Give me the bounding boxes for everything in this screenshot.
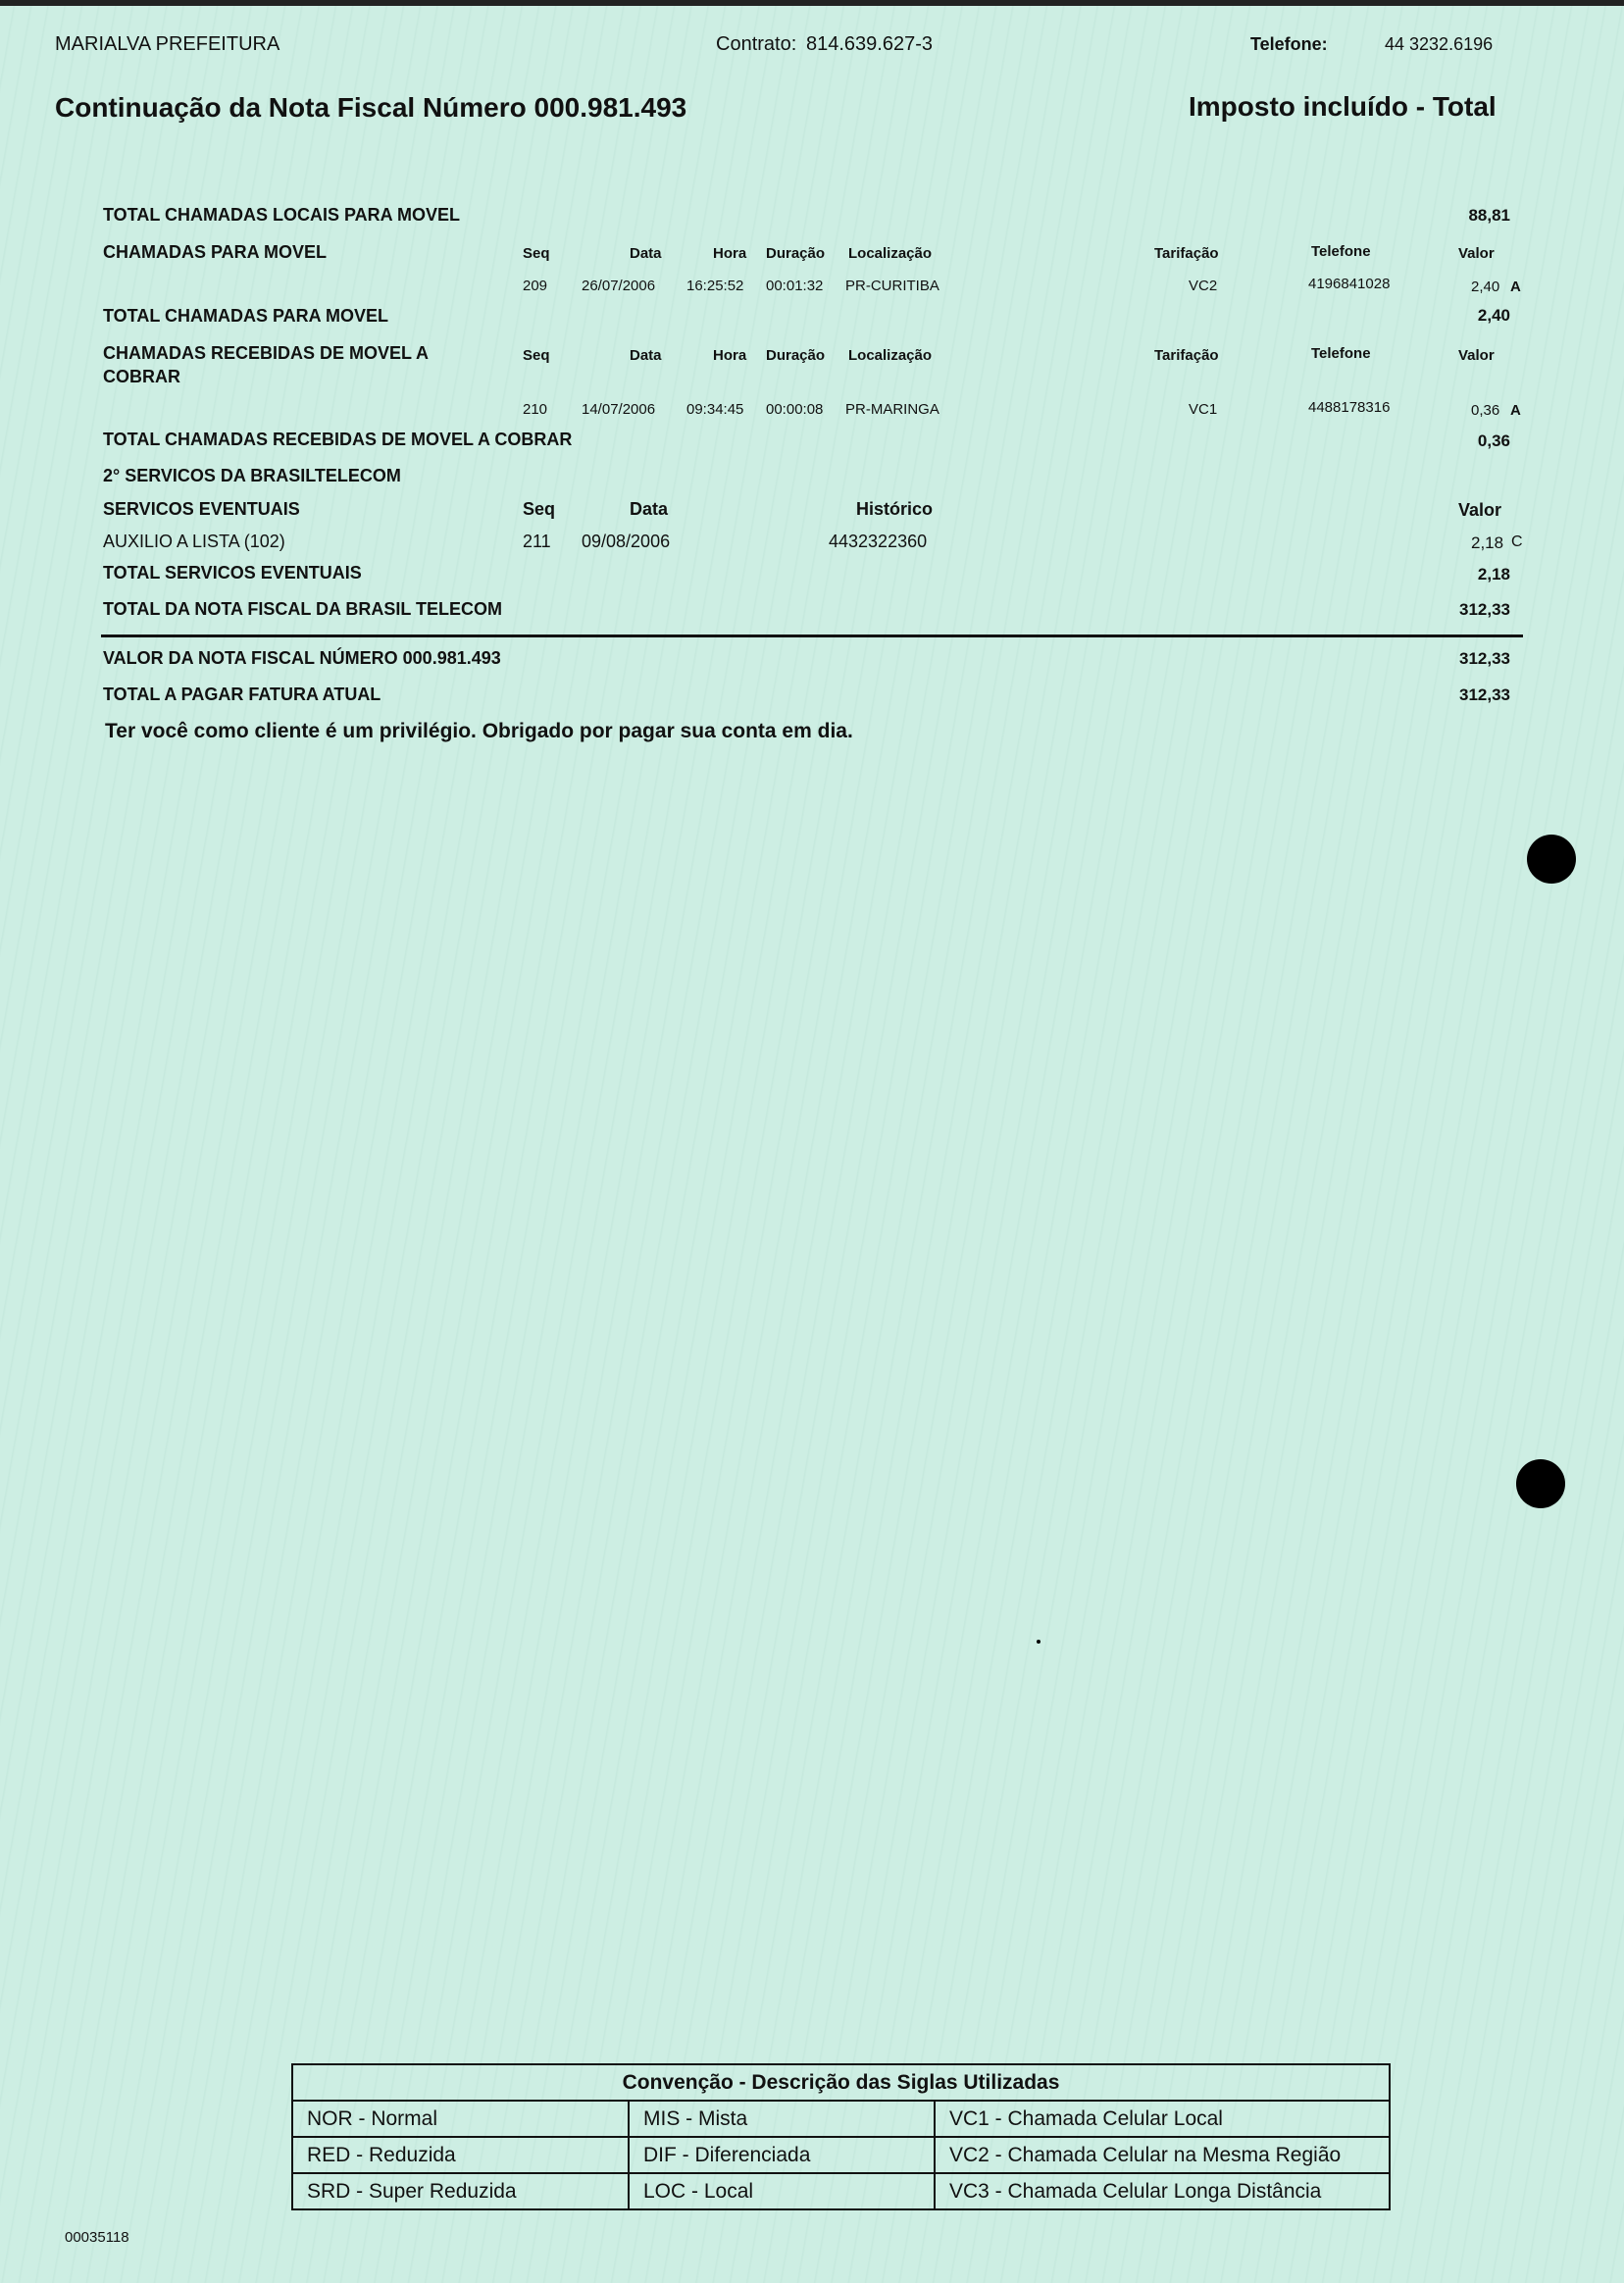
service-flag: C <box>1511 533 1523 550</box>
call-date: 26/07/2006 <box>582 278 656 294</box>
col-seq: Seq <box>523 245 550 262</box>
col-telefone: Telefone <box>1311 345 1371 362</box>
collect-tariff: VC1 <box>1189 401 1218 418</box>
call-flag: A <box>1510 279 1521 295</box>
services-total-value: 2,18 <box>1477 565 1510 583</box>
collect-date: 14/07/2006 <box>582 401 656 418</box>
local-total-label: TOTAL CHAMADAS LOCAIS PARA MOVEL <box>103 205 460 225</box>
col-data: Data <box>630 245 662 262</box>
legend-cell: VC1 - Chamada Celular Local <box>935 2101 1390 2137</box>
services-label: SERVICOS EVENTUAIS <box>103 499 300 519</box>
col-tarifacao: Tarifação <box>1154 245 1219 262</box>
col-hora: Hora <box>713 347 747 364</box>
legend-row <box>292 2101 1390 2137</box>
divider <box>101 634 1523 637</box>
mobile-total-value: 2,40 <box>1477 306 1510 325</box>
legend-row <box>292 2173 1390 2209</box>
call-value: 2,40 <box>1471 279 1500 295</box>
speck <box>1037 1640 1040 1644</box>
col-seq: Seq <box>523 347 550 364</box>
col-tarifacao: Tarifação <box>1154 347 1219 364</box>
services-heading: 2° SERVICOS DA BRASILTELECOM <box>103 466 401 485</box>
collect-time: 09:34:45 <box>686 401 744 418</box>
punch-hole <box>1516 1459 1565 1508</box>
col-data: Data <box>630 347 662 364</box>
punch-hole <box>1527 835 1576 884</box>
collect-duration: 00:00:08 <box>766 401 824 418</box>
local-total-value: 88,81 <box>1468 206 1510 225</box>
col-data: Data <box>630 499 669 519</box>
phone-label: Telefone: <box>1250 34 1328 54</box>
call-duration: 00:01:32 <box>766 278 824 294</box>
collect-total-value: 0,36 <box>1477 431 1510 450</box>
col-duracao: Duração <box>766 347 826 364</box>
nf-value-label: VALOR DA NOTA FISCAL NÚMERO 000.981.493 <box>103 648 501 668</box>
collect-flag: A <box>1510 402 1521 419</box>
pay-total-label: TOTAL A PAGAR FATURA ATUAL <box>103 685 381 704</box>
service-seq: 211 <box>523 532 551 551</box>
call-location: PR-CURITIBA <box>845 278 939 294</box>
contract-label: Contrato: <box>716 33 797 55</box>
legend-cell: SRD - Super Reduzida <box>292 2173 629 2209</box>
service-value: 2,18 <box>1471 533 1504 552</box>
legend-cell: NOR - Normal <box>292 2101 629 2137</box>
col-localizacao: Localização <box>848 347 933 364</box>
collect-calls-label-2: COBRAR <box>103 367 180 386</box>
invoice-total-label: TOTAL DA NOTA FISCAL DA BRASIL TELECOM <box>103 599 502 619</box>
call-time: 16:25:52 <box>686 278 744 294</box>
collect-seq: 210 <box>523 401 548 418</box>
call-tariff: VC2 <box>1189 278 1218 294</box>
service-date: 09/08/2006 <box>582 532 671 551</box>
service-history: 4432322360 <box>829 532 928 551</box>
mobile-total-label: TOTAL CHAMADAS PARA MOVEL <box>103 306 388 326</box>
collect-phone: 4488178316 <box>1308 399 1391 416</box>
col-valor: Valor <box>1458 347 1495 364</box>
legend-row <box>292 2137 1390 2173</box>
col-seq: Seq <box>523 499 556 519</box>
col-localizacao: Localização <box>848 245 933 262</box>
legend-table <box>291 2063 1391 2210</box>
legend-cell: RED - Reduzida <box>292 2137 629 2173</box>
legend-cell: DIF - Diferenciada <box>629 2137 935 2173</box>
contract-number: 814.639.627-3 <box>806 33 934 55</box>
phone-number: 44 3232.6196 <box>1385 34 1494 54</box>
client-name: MARIALVA PREFEITURA <box>55 33 280 55</box>
collect-value: 0,36 <box>1471 402 1500 419</box>
legend-cell: VC3 - Chamada Celular Longa Distância <box>935 2173 1390 2209</box>
legend-cell: MIS - Mista <box>629 2101 935 2137</box>
col-historico: Histórico <box>856 499 934 519</box>
legend-cell: LOC - Local <box>629 2173 935 2209</box>
thanks-message: Ter você como cliente é um privilégio. Obrigado por pagar sua conta em dia. <box>105 720 853 742</box>
service-description: AUXILIO A LISTA (102) <box>103 532 285 551</box>
scan-top-edge <box>0 0 1624 6</box>
col-duracao: Duração <box>766 245 826 262</box>
mobile-calls-label: CHAMADAS PARA MOVEL <box>103 242 327 262</box>
page-title: Continuação da Nota Fiscal Número 000.981.493 <box>55 92 687 123</box>
pay-total-value: 312,33 <box>1459 685 1510 704</box>
collect-total-label: TOTAL CHAMADAS RECEBIDAS DE MOVEL A COBRAR <box>103 430 573 449</box>
col-valor: Valor <box>1458 500 1502 520</box>
collect-location: PR-MARINGA <box>845 401 939 418</box>
nf-value: 312,33 <box>1459 649 1510 668</box>
call-phone: 4196841028 <box>1308 276 1391 292</box>
call-seq: 209 <box>523 278 548 294</box>
collect-calls-label-1: CHAMADAS RECEBIDAS DE MOVEL A <box>103 343 430 363</box>
col-hora: Hora <box>713 245 747 262</box>
tax-note: Imposto incluído - Total <box>1189 91 1497 122</box>
legend-cell: VC2 - Chamada Celular na Mesma Região <box>935 2137 1390 2173</box>
col-telefone: Telefone <box>1311 243 1371 260</box>
invoice-total-value: 312,33 <box>1459 600 1510 619</box>
col-valor: Valor <box>1458 245 1495 262</box>
legend-title: Convenção - Descrição das Siglas Utilizadas <box>292 2064 1390 2101</box>
services-total-label: TOTAL SERVICOS EVENTUAIS <box>103 563 362 583</box>
footer-code: 00035118 <box>65 2229 129 2246</box>
